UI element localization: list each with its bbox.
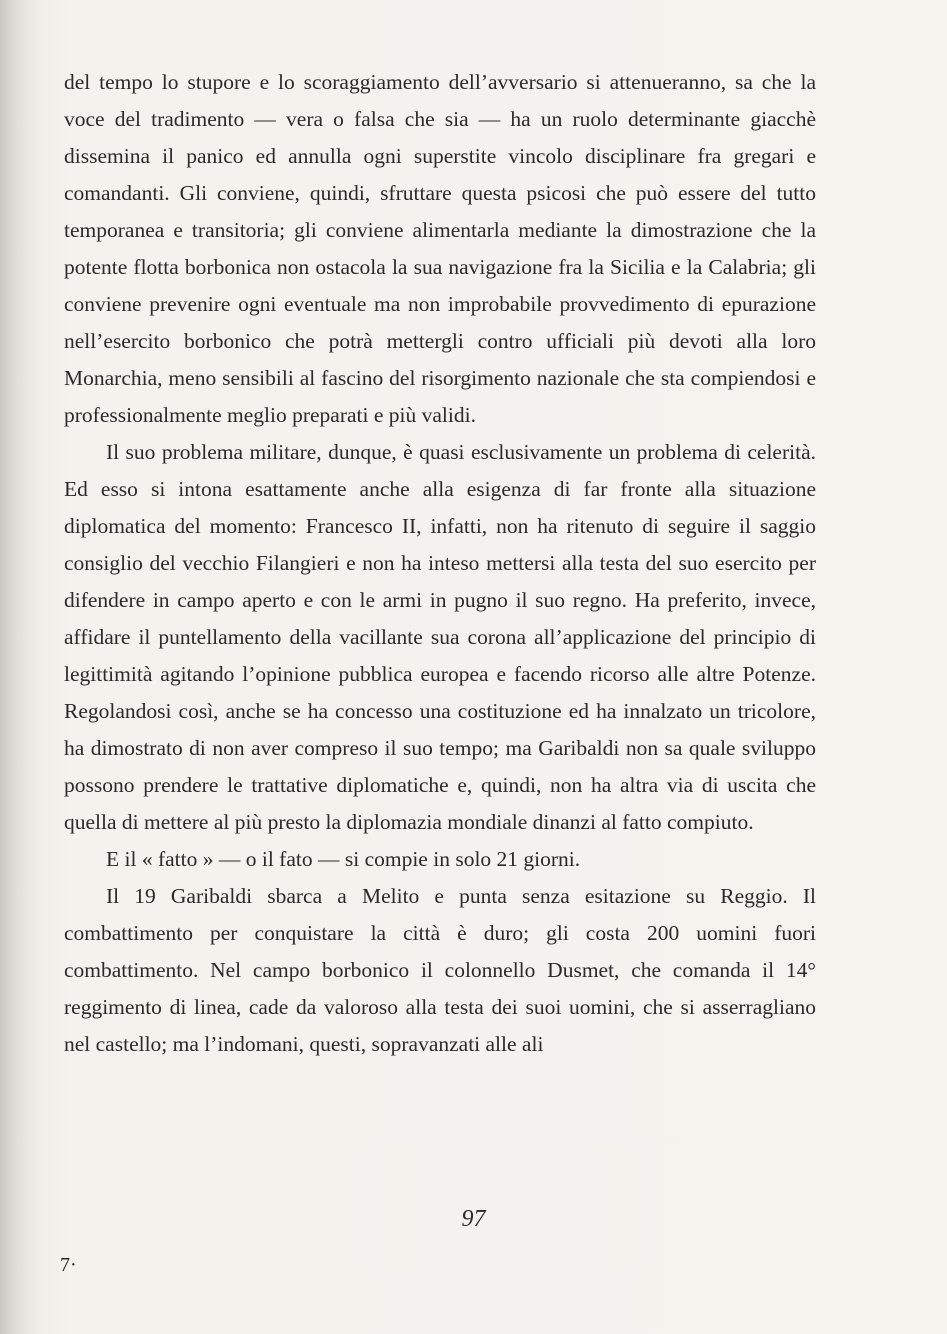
paragraph-3: E il « fatto » — o il fato — si compie in solo 21 giorni.	[106, 847, 581, 871]
paragraph-2: Il suo problema militare, dunque, è quasi esclusivamente un problema di celerità. Ed esso si intona esattamente anche alla esigenza di far fronte alla situazione diplomatica del momento: Francesco II, infatti, non ha ritenuto di seguire il saggio consiglio del vecchio Filangieri e non ha inteso mettersi alla testa del suo esercito per difendere in campo aperto e con le armi in pugno il suo regno. Ha preferito, invece, affidare il puntellamento della vacillante sua corona all’applicazione del principio di legittimità agitando l’opinione pubblica europea e facendo ricorso alle altre Potenze. Regolandosi così, anche se ha concesso una costituzione ed ha innalzato un tricolore, ha dimostrato di non aver compreso il suo tempo; ma Garibaldi non sa quale sviluppo possono prendere le trattative diplomatiche e, quindi, non ha altra via di uscita che quella di mettere al più presto la diplomazia mondiale dinanzi al fatto compiuto.	[64, 440, 816, 834]
body-text	[64, 64, 816, 1063]
paragraph-1: del tempo lo stupore e lo scoraggiamento dell’avversario si attenueranno, sa che la voce del tradimento — vera o falsa che sia — ha un ruolo determinante giacchè dissemina il panico ed annulla ogni superstite vincolo disciplinare fra gregari e comandanti. Gli conviene, quindi, sfruttare questa psicosi che può essere del tutto temporanea e transitoria; gli conviene alimentarla mediante la dimostrazione che la potente flotta borbonica non ostacola la sua navigazione fra la Sicilia e la Calabria; gli conviene prevenire ogni eventuale ma non improbabile provvedimento di epurazione nell’esercito borbonico che potrà mettergli contro ufficiali più devoti alla loro Monarchia, meno sensibili al fascino del risorgimento nazionale che sta compiendosi e professionalmente meglio preparati e più validi.	[64, 70, 816, 427]
printer-signature-mark: 7·	[60, 1254, 77, 1276]
page-number: 97	[461, 1206, 486, 1232]
paragraph-4: Il 19 Garibaldi sbarca a Melito e punta senza esitazione su Reggio. Il combattimento per conquistare la città è duro; gli costa 200 uomini fuori combattimento. Nel campo borbonico il colonnello Dusmet, che comanda il 14° reggimento di linea, cade da valoroso alla testa dei suoi uomini, che si asserragliano nel castello; ma l’indomani, questi, sopravanzati alle ali	[64, 884, 816, 1056]
